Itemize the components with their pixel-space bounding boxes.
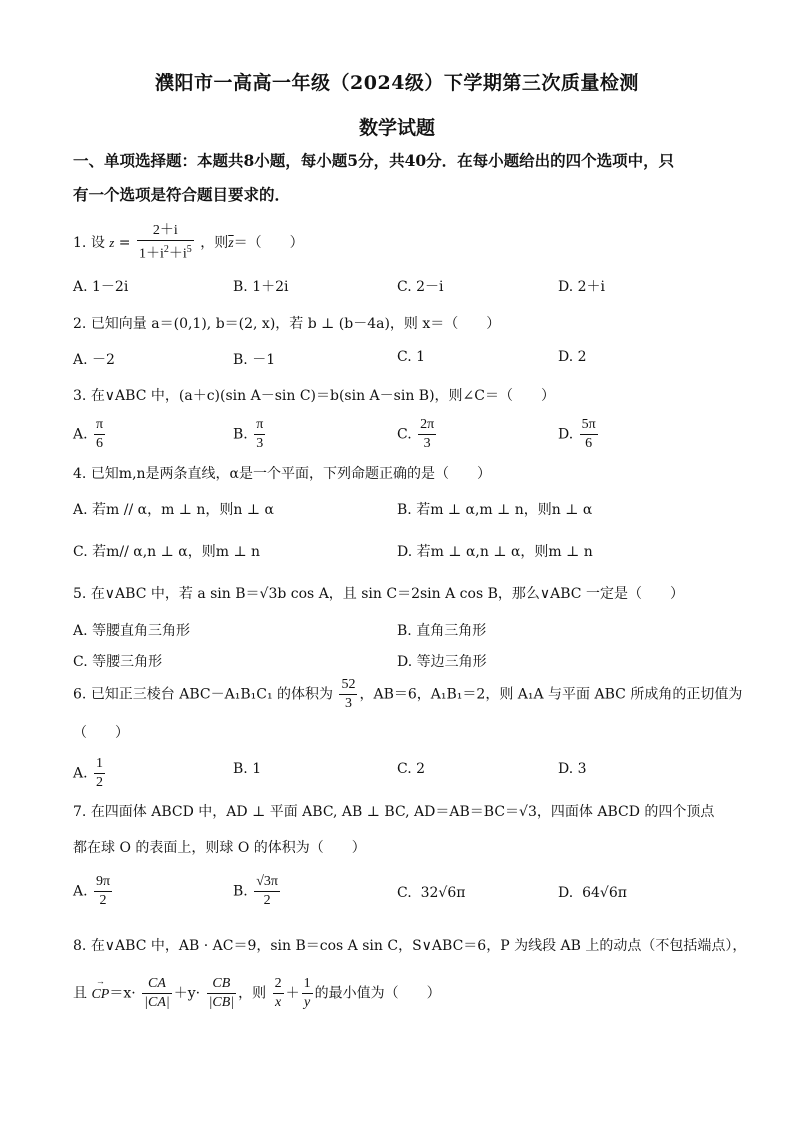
question-stem-a: 已知正三棱台 ABC－A₁B₁C₁ 的体积为 (90, 686, 334, 703)
vector-cp: → CP (91, 987, 109, 1003)
option-d: D. 若m ⊥ α,n ⊥ α，则m ⊥ n (397, 544, 593, 560)
question-stem: 在∨ABC 中，(a＋c)(sin A－sin C)＝b(sin A－sin B)，则∠C＝（ ） (90, 388, 555, 404)
option-b: B. －1 (233, 352, 276, 368)
question-8 (73, 935, 746, 955)
question-1: 1. 设 z = $\frac{2+i}{1+i^2+i^5}$ ，则$\overline{z}=$（ ） (73, 223, 304, 262)
option-a: A. 若m // α，m ⊥ n，则n ⊥ α (73, 502, 274, 518)
question-5 (73, 583, 684, 603)
section-heading (73, 144, 723, 212)
z-numerator: 2＋i (137, 222, 194, 241)
unit-vector-cb: $\frac{CB}{|CB|}$ (208, 976, 235, 1010)
question-6 (73, 676, 742, 713)
option-d: D. $\frac{5\pi}{6}$ (558, 417, 596, 451)
question-6-line2: （ ） (73, 725, 129, 741)
question-2 (73, 313, 500, 333)
question-stem: 已知m,n是两条直线，α是一个平面，下列命题正确的是（ ） (90, 466, 492, 482)
option-a: A. $\frac{1}{2}$ (73, 756, 104, 790)
option-c: C. 2 (397, 761, 426, 777)
question-number: 8. (73, 938, 87, 954)
section-heading-line1: 一、单项选择题：本题共8小题，每小题5分，共40分．在每小题给出的四个选项中，只 (73, 151, 675, 170)
question-7 (73, 801, 714, 821)
question-7-line2: 都在球 O 的表面上，则球 O 的体积为（ ） (73, 840, 366, 856)
option-d: D. 3 (558, 761, 587, 777)
option-b: B. 1 (233, 761, 262, 777)
option-a: A. $\frac{9\pi}{2}$ (73, 874, 111, 908)
question-number: 7. (73, 804, 87, 820)
question-4 (73, 463, 491, 483)
question-number: 2. (73, 316, 87, 332)
option-a: A. 1－2i (73, 279, 129, 295)
question-3 (73, 385, 555, 405)
option-c: C. 32√6π (397, 885, 466, 901)
option-d: D. 等边三角形 (397, 654, 487, 670)
option-b: B. 直角三角形 (397, 623, 487, 639)
z-fraction (137, 222, 194, 264)
option-a: A. －2 (73, 352, 115, 368)
question-stem: 在∨ABC 中，若 a sin B＝√3b cos A，且 sin C＝2sin A cos B，那么∨ABC 一定是（ ） (90, 586, 684, 602)
option-b: B. $\frac{√3\pi}{2}$ (233, 874, 278, 908)
exam-title: 濮阳市一高高一年级（2024级）下学期第三次质量检测 (155, 72, 639, 94)
option-d: D. 2 (558, 349, 587, 365)
question-stem-a: 在四面体 ABCD 中，AD ⊥ 平面 ABC, AB ⊥ BC, AD＝AB＝BC＝√3，四面体 ABCD 的四个顶点 (90, 804, 715, 820)
option-b: B. 1＋2i (233, 279, 289, 295)
question-number: 5. (73, 586, 87, 602)
option-d: D. 2＋i (558, 279, 606, 295)
fraction-1-y: $\frac{1}{y}$ (303, 976, 311, 1010)
section-heading-line2: 有一个选项是符合题目要求的． (73, 185, 291, 204)
z-denominator: $1+i^2+i^5$ (138, 244, 192, 262)
option-a: A. 等腰直角三角形 (73, 623, 191, 639)
option-c: C. 等腰三角形 (73, 654, 163, 670)
option-b: B. $\frac{\pi}{3}$ (233, 417, 264, 451)
option-a: A. $\frac{\pi}{6}$ (73, 417, 104, 451)
option-c: C. $\frac{2\pi}{3}$ (397, 417, 435, 451)
volume-fraction: $\frac{52}{3}$ (341, 677, 356, 711)
option-c: C. 1 (397, 349, 426, 365)
question-number: 4. (73, 466, 87, 482)
question-number: 1. (73, 234, 87, 251)
option-c: C. 若m// α,n ⊥ α，则m ⊥ n (73, 544, 261, 560)
unit-vector-ca: $\frac{CA}{|CA|}$ (144, 976, 170, 1010)
option-b: B. 若m ⊥ α,m ⊥ n，则n ⊥ α (397, 502, 593, 518)
question-stem-a: 在∨ABC 中，AB · AC＝9，sin B＝cos A sin C，S∨ABC＝6，P 为线段 AB 上的动点（不包括端点）， (90, 938, 747, 954)
question-number: 3. (73, 388, 87, 404)
question-stem: 设 (90, 234, 105, 251)
exam-subtitle: 数学试题 (358, 117, 435, 139)
question-stem-b: ，AB＝6，A₁B₁＝2，则 A₁A 与平面 ABC 所成角的正切值为 (359, 686, 743, 703)
option-d: D. 64√6π (558, 885, 627, 901)
fraction-2-x: $\frac{2}{x}$ (274, 976, 282, 1010)
question-8-line2: 且 → CP＝x· $\frac{CA}{|CA|}$ ＋y· $\frac{CB}{|CB|}$ ，则 $\frac{2}{x}$ ＋ $\frac{1}{y}$ 的最小值为（ ） (73, 975, 441, 1012)
question-number: 6. (73, 686, 87, 703)
option-c: C. 2－i (397, 279, 444, 295)
question-stem: 已知向量 a＝(0,1), b＝(2, x)，若 b ⊥ (b－4a)，则 x＝（ ） (90, 316, 501, 332)
